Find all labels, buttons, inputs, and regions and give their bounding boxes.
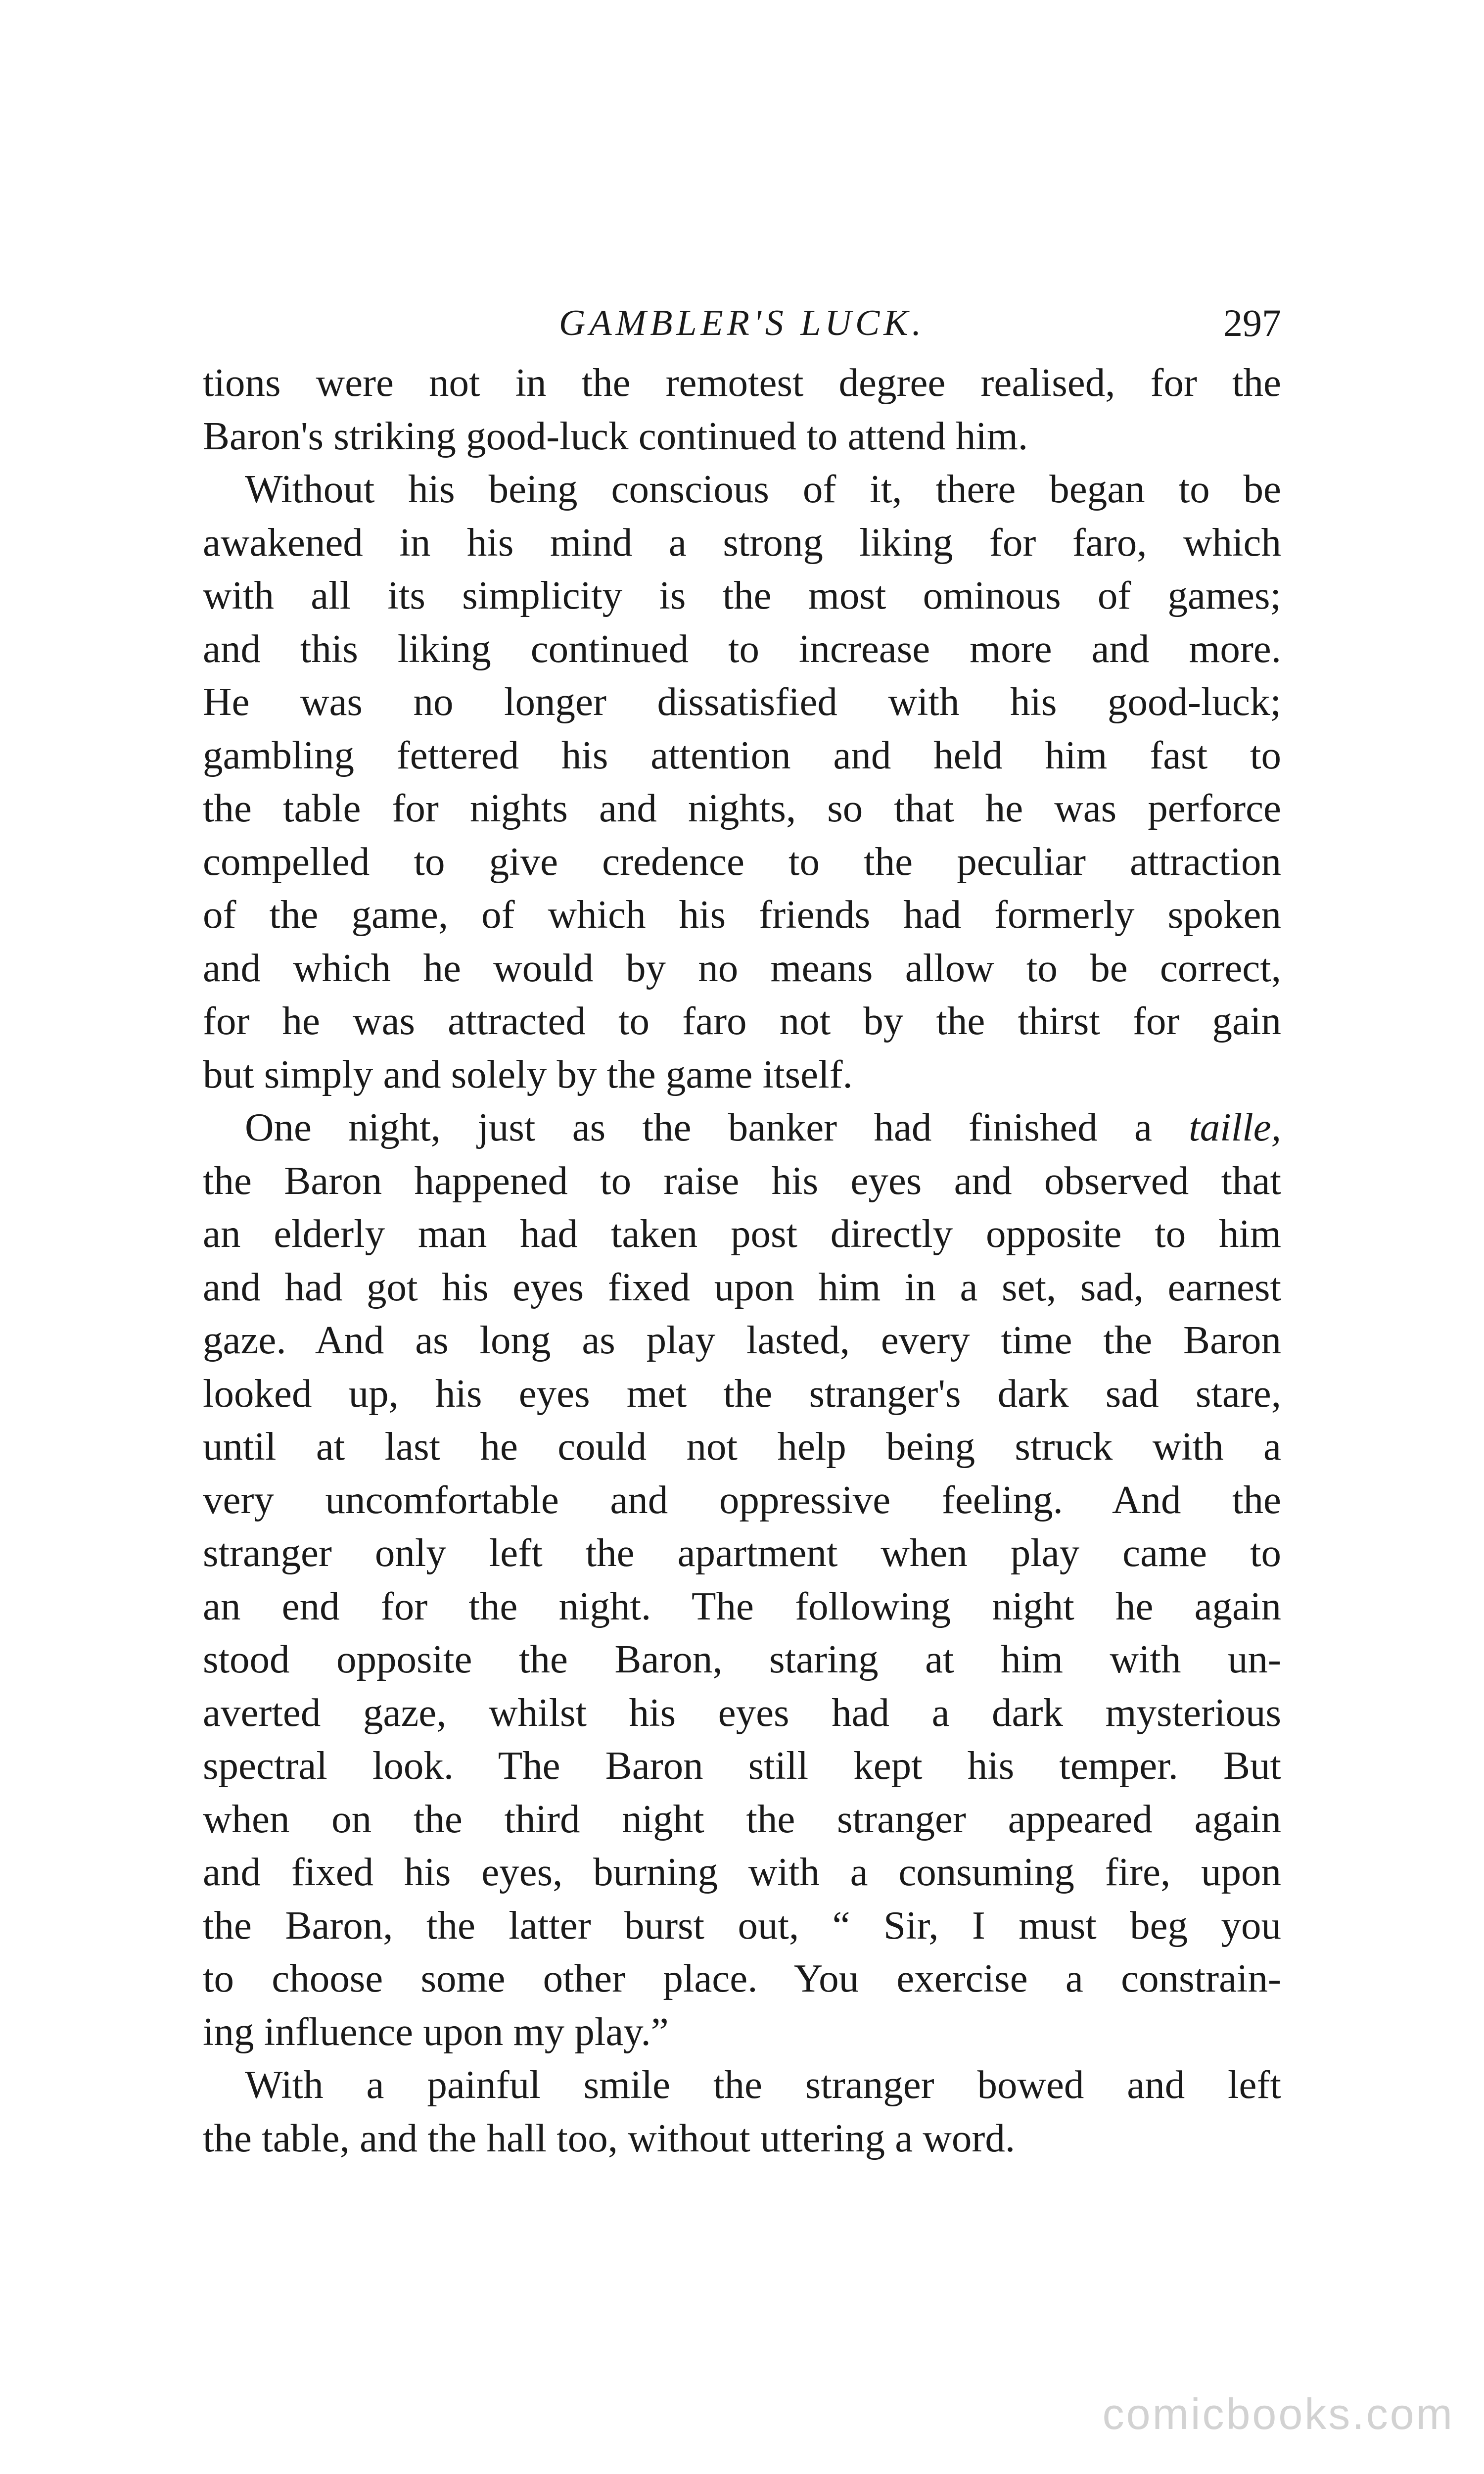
text-line: an elderly man had taken post directly opposite to him [203, 1211, 1281, 1256]
text-line: of the game, of which his friends had formerly spoken [203, 892, 1281, 937]
text-line: and fixed his eyes, burning with a consuming fire, upon [203, 1850, 1281, 1894]
text-line: stranger only left the apartment when play came to [203, 1530, 1281, 1575]
text-line: and which he would by no means allow to be correct, [203, 945, 1281, 990]
text-line: awakened in his mind a strong liking for faro, which [203, 520, 1281, 565]
text-line: ing influence upon my play.” [203, 2009, 669, 2054]
text-line: spectral look. The Baron still kept his temper. But [203, 1743, 1281, 1788]
text-line: with all its simplicity is the most ominous of games; [203, 573, 1281, 618]
text-line: but simply and solely by the game itself. [203, 1051, 853, 1096]
text-line: looked up, his eyes met the stranger's dark sad stare, [203, 1371, 1281, 1416]
text-line: tions were not in the remotest degree realised, for the [203, 360, 1281, 405]
text-line: and had got his eyes fixed upon him in a set, sad, earnest [203, 1264, 1281, 1309]
running-head [203, 296, 1281, 350]
text-line: very uncomfortable and oppressive feeling. And the [203, 1477, 1281, 1522]
page-number: 297 [1223, 301, 1281, 344]
text-line: when on the third night the stranger appeared again [203, 1796, 1281, 1841]
text-line: gambling fettered his attention and held him fast to [203, 732, 1281, 777]
line-text: One night, just as the banker had finished a [245, 1105, 1189, 1149]
text-line: gaze. And as long as play lasted, every time the Baron [203, 1318, 1281, 1362]
text-line: Baron's striking good-luck continued to attend him. [203, 413, 1028, 458]
text-line: With a painful smile the stranger bowed and left [245, 2062, 1281, 2107]
text-line: He was no longer dissatisfied with his good-luck; [203, 679, 1281, 724]
text-line: until at last he could not help being struck with a [203, 1424, 1281, 1469]
text-line: averted gaze, whilst his eyes had a dark mysterious [203, 1690, 1281, 1735]
text-line: stood opposite the Baron, staring at him with un- [203, 1637, 1281, 1681]
text-line: the table, and the hall too, without uttering a word. [203, 2115, 1016, 2160]
watermark: comicbooks.com [1102, 2389, 1454, 2438]
text-line: to choose some other place. You exercise a constrain- [203, 1956, 1281, 2000]
text-line: the Baron happened to raise his eyes and observed that [203, 1158, 1281, 1203]
text-line: compelled to give credence to the peculiar attraction [203, 839, 1281, 884]
text-line: for he was attracted to faro not by the thirst for gain [203, 999, 1281, 1043]
text-line: and this liking continued to increase more and more. [203, 626, 1281, 671]
text-line: an end for the night. The following night he again [203, 1583, 1281, 1628]
italic-term: taille, [1189, 1105, 1281, 1149]
text-line: Without his being conscious of it, there began to be [245, 467, 1281, 511]
text-line: the Baron, the latter burst out, “ Sir, I must beg you [203, 1903, 1281, 1948]
text-line: the table for nights and nights, so that he was perforce [203, 786, 1281, 830]
text-line [203, 1101, 1281, 1154]
body-text [203, 356, 1281, 2165]
running-title: GAMBLER'S LUCK. [558, 303, 926, 343]
